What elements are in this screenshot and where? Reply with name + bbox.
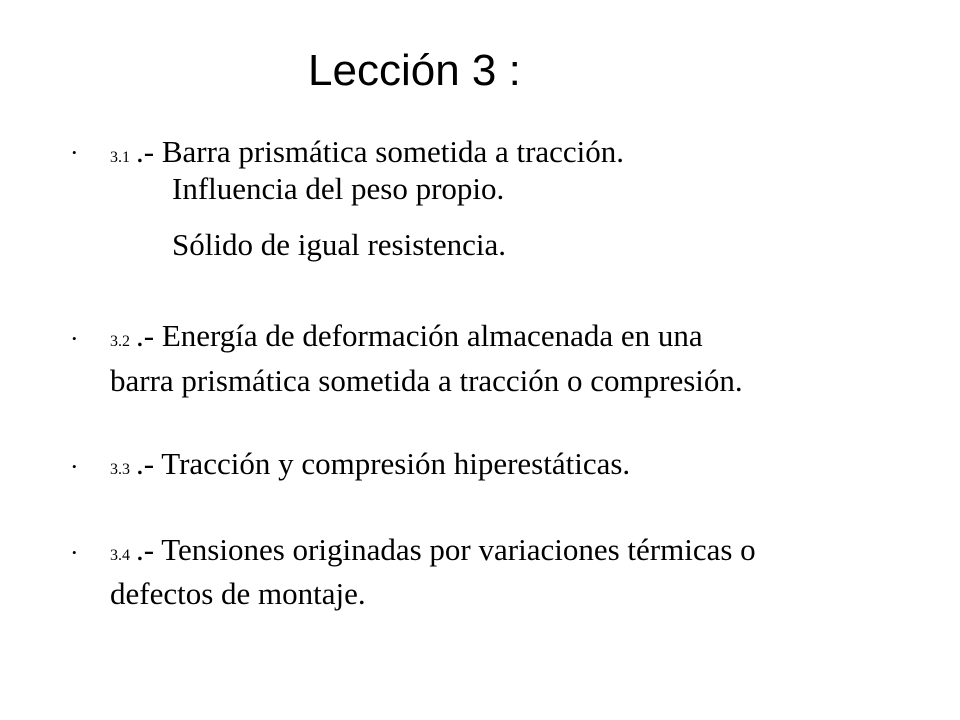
item-text: .- Tracción y compresión hiperestáticas. xyxy=(136,446,631,481)
item-text: .- Barra prismática sometida a tracción. xyxy=(136,134,625,169)
slide-title: Lección 3 : xyxy=(308,46,521,95)
item-number: 3.2 xyxy=(110,333,130,350)
bullet-icon: • xyxy=(72,459,77,474)
item-line: Influencia del peso propio. xyxy=(172,171,505,206)
item-line: Sólido de igual resistencia. xyxy=(172,227,507,262)
bullet-icon: • xyxy=(72,545,77,560)
item-line: barra prismática sometida a tracción o compresión. xyxy=(110,363,743,398)
item-line xyxy=(110,448,630,479)
item-text: .- Tensiones originadas por variaciones térmicas o xyxy=(136,532,756,567)
item-number: 3.4 xyxy=(110,547,130,564)
item-line xyxy=(110,534,756,565)
bullet-icon: • xyxy=(72,331,77,346)
item-number: 3.3 xyxy=(110,461,130,478)
item-line xyxy=(110,136,624,167)
item-text: .- Energía de deformación almacenada en una xyxy=(136,318,703,353)
item-number: 3.1 xyxy=(110,149,130,166)
item-line: defectos de montaje. xyxy=(110,576,366,611)
bullet-icon: • xyxy=(72,145,77,160)
item-line xyxy=(110,320,703,351)
